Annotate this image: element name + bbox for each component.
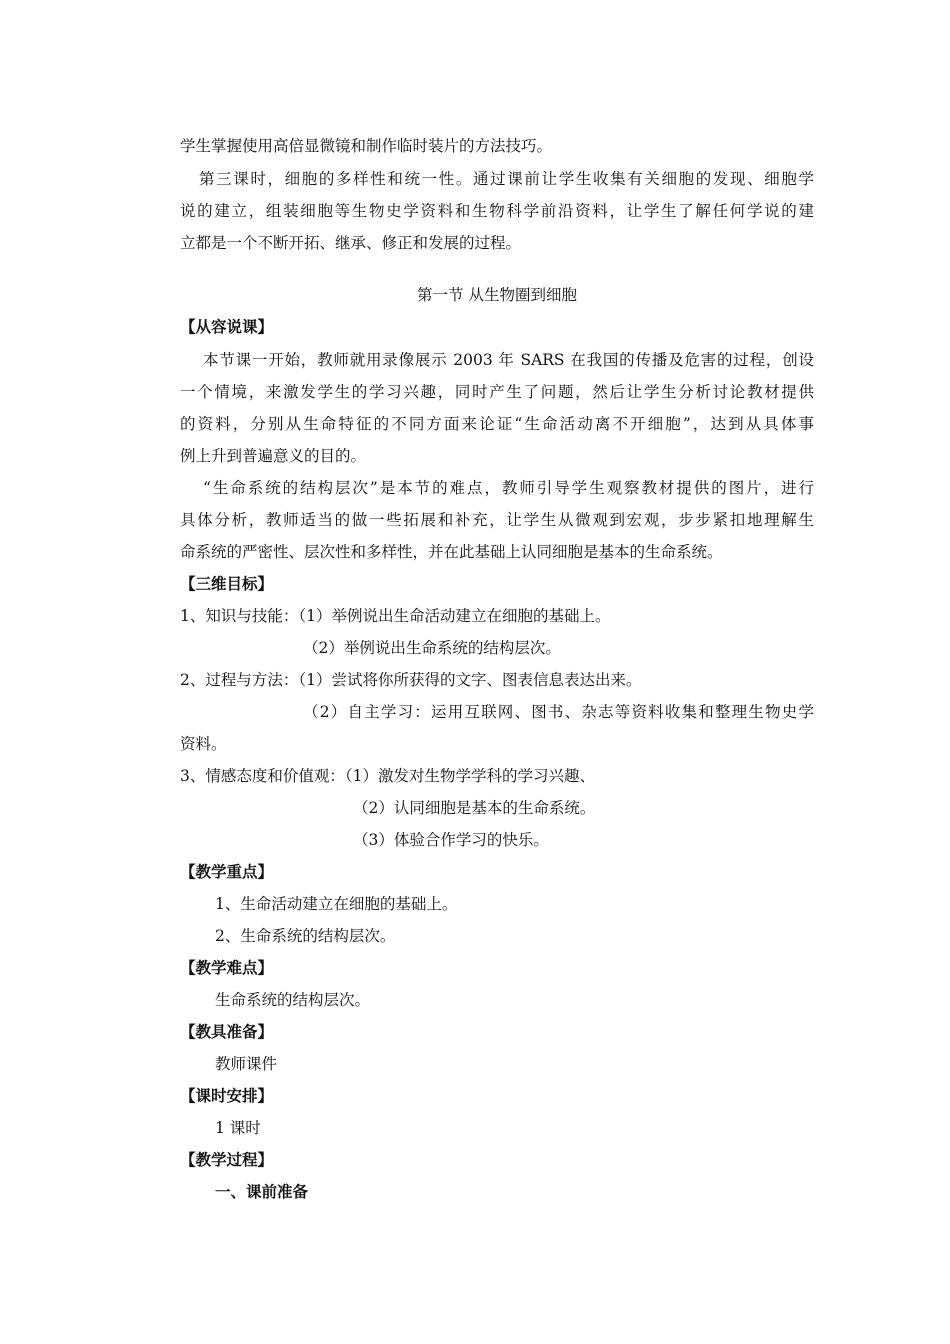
congrong-p2-line-2: 具体分析，教师适当的做一些拓展和补充，让学生从微观到宏观，步步紧扣地理解生: [180, 511, 814, 529]
goal-knowledge-1: 1、知识与技能：（1）举例说出生命活动建立在细胞的基础上。: [180, 607, 611, 625]
congrong-p1-line-3: 的资料，分别从生命特征的不同方面来论证“生命活动离不开细胞”，达到从具体事: [180, 415, 814, 433]
section-title: 第一节 从生物圈到细胞: [417, 286, 577, 304]
goals-heading: 【三维目标】: [180, 574, 274, 593]
goal-process-2: （2）自主学习：运用互联网、图书、杂志等资料收集和整理生物史学: [303, 703, 814, 721]
goal-emotion-1: 3、情感态度和价值观：（1）激发对生物学学科的学习兴趣、: [180, 767, 595, 785]
congrong-p2-line-3: 命系统的严密性、层次性和多样性，并在此基础上认同细胞是基本的生命系统。: [180, 543, 723, 561]
goal-emotion-2: （2）认同细胞是基本的生命系统。: [353, 799, 596, 817]
key-points-heading: 【教学重点】: [180, 862, 274, 881]
difficulty-heading: 【教学难点】: [180, 958, 274, 977]
goal-process-2-cont: 资料。: [180, 735, 227, 753]
tools-heading: 【教具准备】: [180, 1022, 274, 1041]
goal-emotion-3: （3）体验合作学习的快乐。: [353, 831, 549, 849]
goal-knowledge-2: （2）举例说出生命系统的结构层次。: [303, 639, 561, 657]
process-step-1: 一、课前准备: [215, 1182, 309, 1201]
schedule-heading: 【课时安排】: [180, 1086, 274, 1105]
congrong-p1-line-2: 一个情境，来激发学生的学习兴趣，同时产生了问题，然后让学生分析讨论教材提供: [180, 383, 814, 401]
key-point-1: 1、生命活动建立在细胞的基础上。: [215, 895, 458, 913]
key-point-2: 2、生命系统的结构层次。: [215, 927, 396, 945]
intro-line-3: 说的建立，组装细胞等生物史学资料和生物科学前沿资料，让学生了解任何学说的建: [180, 202, 814, 220]
goal-process-1: 2、过程与方法：（1）尝试将你所获得的文字、图表信息表达出来。: [180, 671, 642, 689]
congrong-heading: 【从容说课】: [180, 317, 274, 336]
congrong-p1-line-1: 本节课一开始，教师就用录像展示 2003 年 SARS 在我国的传播及危害的过程，创设: [203, 351, 814, 369]
congrong-p1-line-4: 例上升到普遍意义的目的。: [180, 447, 367, 465]
intro-line-4: 立都是一个不断开拓、继承、修正和发展的过程。: [180, 234, 522, 252]
intro-line-2: 第三课时，细胞的多样性和统一性。通过课前让学生收集有关细胞的发现、细胞学: [199, 170, 814, 188]
difficulty-item: 生命系统的结构层次。: [215, 991, 371, 1009]
intro-line-1: 学生掌握使用高倍显微镜和制作临时装片的方法技巧。: [180, 137, 553, 155]
process-heading: 【教学过程】: [180, 1150, 274, 1169]
schedule-item: 1 课时: [215, 1119, 261, 1137]
congrong-p2-line-1: “生命系统的结构层次”是本节的难点，教师引导学生观察教材提供的图片，进行: [203, 479, 814, 497]
tools-item: 教师课件: [215, 1055, 278, 1073]
